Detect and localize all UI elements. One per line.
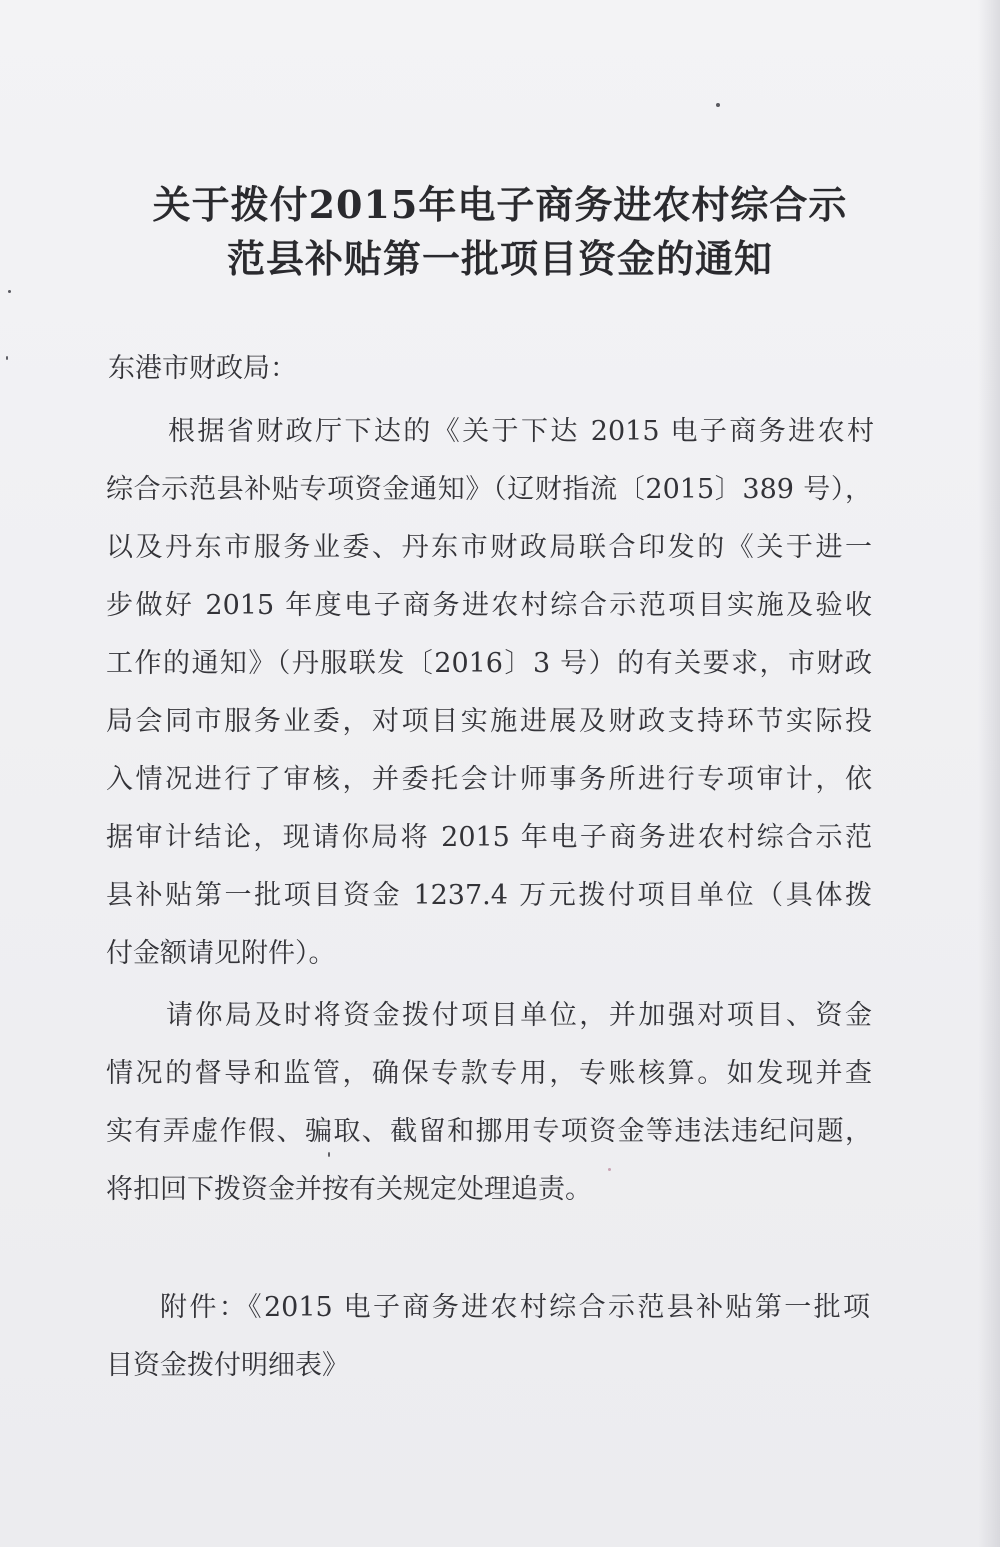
scan-speck [608, 1168, 611, 1171]
paragraph-1-line: 步做好 2015 年度电子商务进农村综合示范项目实施及验收 [106, 590, 872, 621]
paragraph-1-line: 局会同市服务业委，对项目实施进展及财政支持环节实际投 [106, 706, 872, 737]
paragraph-1-line: 县补贴第一批项目资金 1237.4 万元拨付项目单位（具体拨 [106, 880, 872, 911]
attachment-line: 目资金拨付明细表》 [106, 1350, 349, 1381]
scan-speck [6, 356, 8, 360]
paragraph-1-line: 工作的通知》（丹服联发〔2016〕3 号）的有关要求，市财政 [106, 648, 872, 679]
paragraph-1-line: 据审计结论，现请你局将 2015 年电子商务进农村综合示范 [106, 822, 872, 853]
paragraph-1-line: 综合示范县补贴专项资金通知》（辽财指流〔2015〕389 号）， [106, 474, 872, 505]
document-title-line-1: 关于拨付2015年电子商务进农村综合示 [152, 182, 848, 227]
paragraph-2-line: 情况的督导和监管，确保专款专用，专账核算。如发现并查 [106, 1058, 872, 1089]
scan-speck [8, 290, 11, 293]
paragraph-2-line: 实有弄虚作假、骗取、截留和挪用专项资金等违法违纪问题， [106, 1116, 872, 1147]
paragraph-1-line: 以及丹东市服务业委、丹东市财政局联合印发的《关于进一 [106, 532, 872, 563]
page-edge-shadow [978, 0, 1000, 1547]
addressee: 东港市财政局： [108, 353, 297, 384]
paragraph-1-line: 付金额请见附件）。 [106, 938, 336, 969]
paragraph-1-line: 根据省财政厅下达的《关于下达 2015 电子商务进农村 [168, 416, 874, 447]
document-title-line-2: 范县补贴第一批项目资金的通知 [226, 236, 773, 281]
scan-speck [328, 1152, 330, 1157]
paragraph-2-line: 将扣回下拨资金并按有关规定处理追责。 [106, 1174, 592, 1205]
paragraph-1-line: 入情况进行了审核，并委托会计师事务所进行专项审计，依 [106, 764, 872, 795]
paragraph-2-line: 请你局及时将资金拨付项目单位，并加强对项目、资金 [166, 1000, 872, 1031]
attachment-line: 附件：《2015 电子商务进农村综合示范县补贴第一批项 [160, 1292, 870, 1323]
scan-speck [716, 103, 720, 107]
